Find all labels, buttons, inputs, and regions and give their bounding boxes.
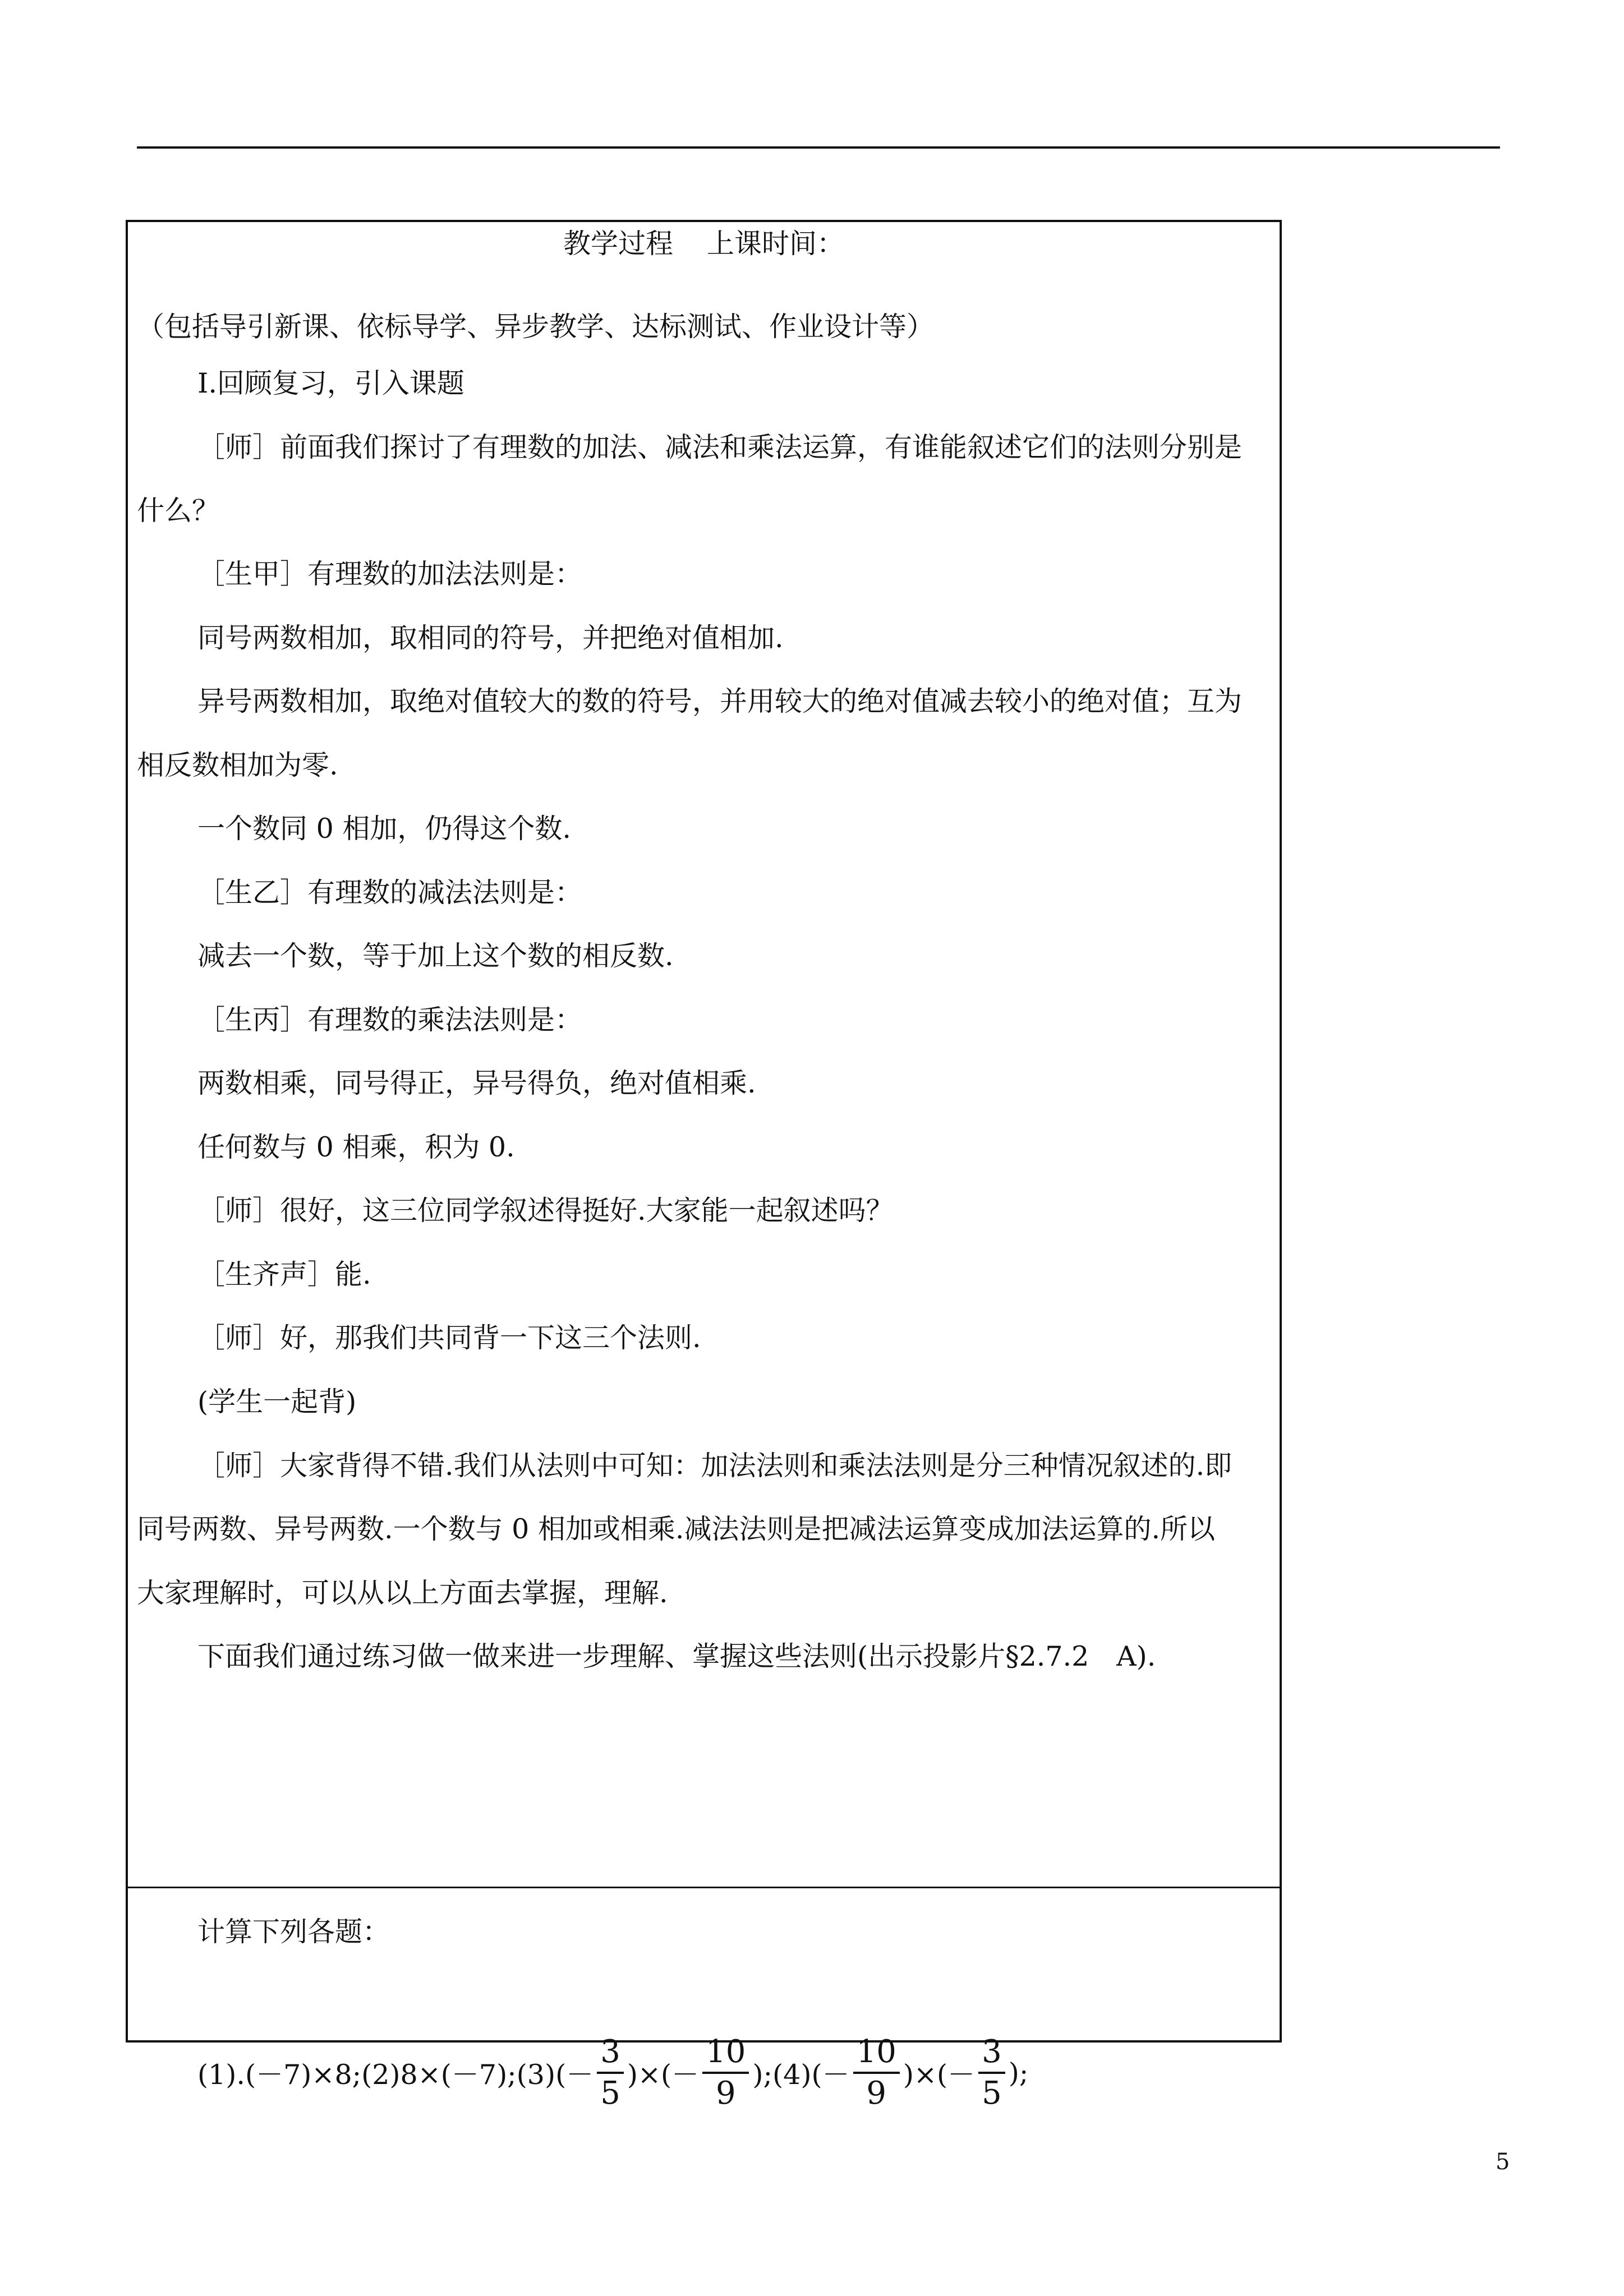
text-line: ［师］很好，这三位同学叙述得挺好.大家能一起叙述吗？ xyxy=(197,1195,894,1227)
expression-part: ); xyxy=(1008,2057,1029,2089)
text-line: 相反数相加为零. xyxy=(137,749,338,781)
text-line: 什么？ xyxy=(137,495,220,527)
text-line: ［师］大家背得不错.我们从法则中可知：加法法则和乘法法则是分三种情况叙述的.即 xyxy=(197,1450,1232,1482)
fraction xyxy=(853,2032,900,2113)
exercise-intro: 计算下列各题： xyxy=(197,1916,390,1948)
exercise-expression xyxy=(197,2017,1028,2129)
text-line: 大家理解时，可以从以上方面去掌握，理解. xyxy=(137,1577,668,1609)
fraction-denominator: 5 xyxy=(982,2075,1002,2111)
fraction-numerator: 10 xyxy=(706,2034,746,2070)
exercise-cell xyxy=(128,1888,1280,2111)
text-line: ［生乙］有理数的减法法则是： xyxy=(197,877,583,909)
table-caption xyxy=(563,227,844,261)
text-line: 减去一个数，等于加上这个数的相反数. xyxy=(197,940,674,972)
fraction xyxy=(978,2032,1005,2113)
expression-part: )×(－ xyxy=(903,2059,976,2091)
text-line: 异号两数相加，取绝对值较大的数的符号，并用较大的绝对值减去较小的绝对值；互为 xyxy=(197,685,1243,717)
text-line: 任何数与 0 相乘，积为 0. xyxy=(197,1131,515,1163)
page-number: 5 xyxy=(1496,2149,1510,2175)
fraction-denominator: 9 xyxy=(715,2075,736,2111)
text-line: ［师］前面我们探讨了有理数的加法、减法和乘法运算，有谁能叙述它们的法则分别是 xyxy=(197,431,1243,463)
text-line: (学生一起背) xyxy=(197,1386,357,1418)
header-rule xyxy=(137,146,1500,149)
fraction-numerator: 3 xyxy=(982,2034,1002,2070)
text-line: 同号两数相加，取相同的符号，并把绝对值相加. xyxy=(197,622,784,654)
text-line: 同号两数、异号两数.一个数与 0 相加或相乘.减法法则是把减法运算变成加法运算的.所以 xyxy=(137,1513,1216,1545)
fraction xyxy=(597,2032,624,2113)
text-line: ［生齐声］能. xyxy=(197,1258,371,1290)
lesson-table xyxy=(126,220,1282,2111)
fraction-denominator: 5 xyxy=(600,2075,620,2111)
text-line: （包括导引新课、依标导学、异步教学、达标测试、作业设计等） xyxy=(137,311,935,343)
expression-part: )×(－ xyxy=(627,2059,700,2091)
text-line: ［生丙］有理数的乘法法则是： xyxy=(197,1004,583,1036)
caption-title: 教学过程 xyxy=(563,228,674,260)
fraction-numerator: 3 xyxy=(600,2034,620,2070)
text-line: 两数相乘，同号得正，异号得负，绝对值相乘. xyxy=(197,1067,756,1099)
teaching-process-cell xyxy=(128,222,1280,1888)
fraction-denominator: 9 xyxy=(866,2075,887,2111)
text-line: 一个数同 0 相加，仍得这个数. xyxy=(197,813,571,845)
section-heading: Ⅰ.回顾复习，引入课题 xyxy=(197,367,464,399)
expression-part: (1).(－7)×8;(2)8×(－7);(3)(－ xyxy=(197,2059,594,2091)
text-line: ［师］好，那我们共同背一下这三个法则. xyxy=(197,1322,701,1354)
expression-part: );(4)(－ xyxy=(752,2059,850,2091)
fraction-numerator: 10 xyxy=(856,2034,896,2070)
text-line: ［生甲］有理数的加法法则是： xyxy=(197,558,583,590)
caption-time: 上课时间： xyxy=(707,228,845,260)
text-line: 下面我们通过练习做一做来进一步理解、掌握这些法则(出示投影片§2.7.2 A). xyxy=(197,1640,1156,1672)
fraction xyxy=(702,2032,749,2113)
